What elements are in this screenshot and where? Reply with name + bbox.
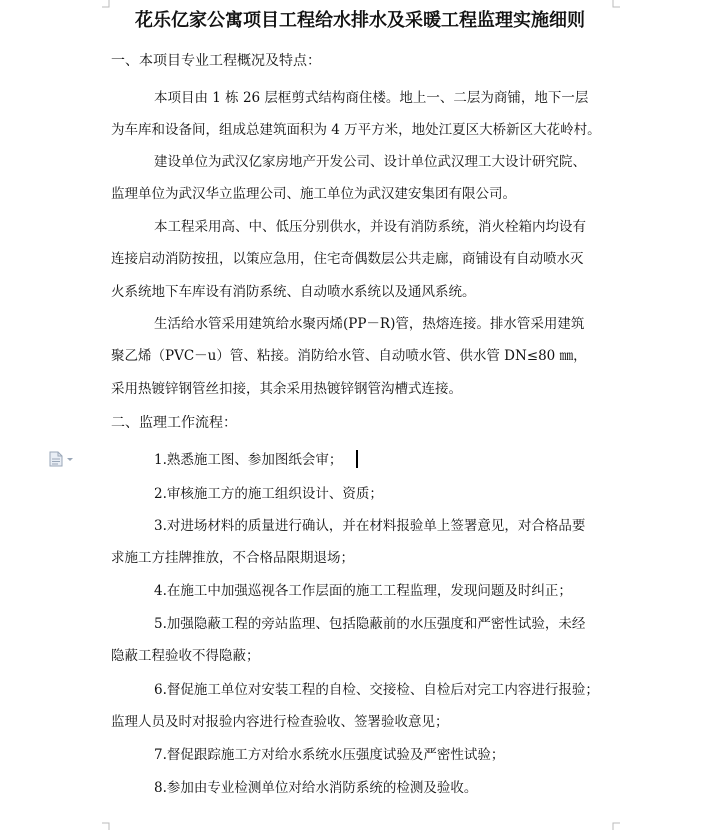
document-paragraph-icon[interactable] [47,450,77,468]
paragraph-line: 建设单位为武汉亿家房地产开发公司、设计单位武汉理工大设计研究院、 [154,154,586,170]
paragraph-line: 为车库和设备间，组成总建筑面积为 4 万平方米，地处江夏区大桥新区大花岭村。 [111,122,601,138]
list-item: 求施工方挂牌推放，不合格品限期退场； [111,550,354,566]
paragraph-line: 监理单位为武汉华立监理公司、施工单位为武汉建安集团有限公司。 [111,186,516,202]
document-title: 花乐亿家公寓项目工程给水排水及采暖工程监理实施细则 [135,10,585,31]
list-item: 2.审核施工方的施工组织设计、资质； [154,486,383,502]
paragraph-line: 聚乙烯（PVC－u）管、粘接。消防给水管、自动喷水管、供水管 DN≤80 ㎜， [111,348,587,364]
list-item: 8.参加由专业检测单位对给水消防系统的检测及验收。 [154,780,478,796]
section2-heading: 二、监理工作流程： [111,415,237,431]
crop-mark-top-right [612,0,620,8]
list-item: 1.熟悉施工图、参加图纸会审； [154,452,343,468]
crop-mark-bottom-right [612,822,620,830]
paragraph-line: 火系统地下车库设有消防系统、自动喷水系统以及通风系统。 [111,284,476,300]
paragraph-line: 采用热镀锌钢管丝扣接，其余采用热镀锌钢管沟槽式连接。 [111,381,462,397]
section1-heading: 一、本项目专业工程概况及特点： [111,53,321,69]
crop-mark-top-left [102,0,110,8]
list-item: 监理人员及时对报验内容进行检查验收、签署验收意见； [111,714,449,730]
list-item: 隐蔽工程验收不得隐蔽； [111,648,260,664]
paragraph-line: 本项目由 1 栋 26 层框剪式结构商住楼。地上一、二层为商铺，地下一层 [154,90,589,106]
crop-mark-bottom-left [102,822,110,830]
list-item: 7.督促跟踪施工方对给水系统水压强度试验及严密性试验； [154,747,505,763]
paragraph-line: 本工程采用高、中、低压分别供水，并设有消防系统，消火栓箱内均设有 [154,219,586,235]
list-item: 4.在施工中加强巡视各工作层面的施工工程监理，发现问题及时纠正； [154,583,572,599]
paragraph-line: 连接启动消防按扭，以策应急用，住宅奇偶数层公共走廊，商铺设有自动喷水灭 [111,251,584,267]
list-item: 6.督促施工单位对安装工程的自检、交接检、自检后对完工内容进行报验； [154,682,599,698]
text-cursor [356,450,358,468]
list-item: 5.加强隐蔽工程的旁站监理、包括隐蔽前的水压强度和严密性试验，未经 [154,616,586,632]
paragraph-line: 生活给水管采用建筑给水聚丙烯(PP－R)管，热熔连接。排水管采用建筑 [154,316,585,332]
list-item: 3.对进场材料的质量进行确认，并在材料报验单上签署意见，对合格品要 [154,518,586,534]
